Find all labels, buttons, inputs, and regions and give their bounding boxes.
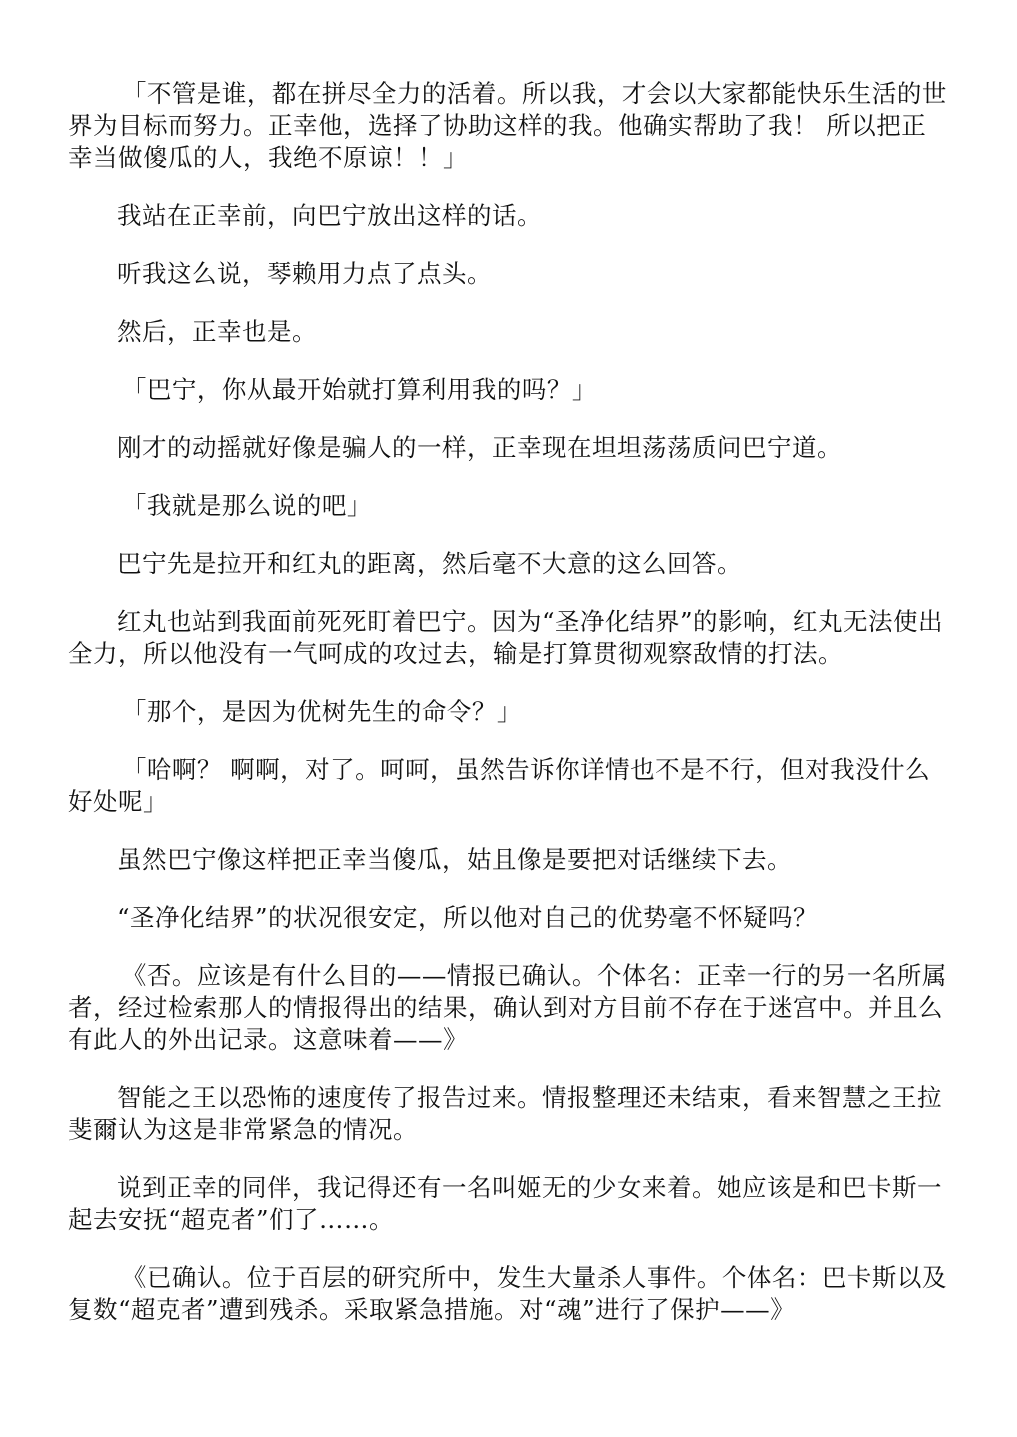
paragraph-narration: 我站在正幸前，向巴宁放出这样的话。	[117, 201, 542, 230]
paragraph-narration: 然后，正幸也是。	[117, 317, 317, 346]
paragraph-narration: 虽然巴宁像这样把正幸当傻瓜，姑且像是要把对话继续下去。	[117, 845, 792, 874]
paragraph-narration: 红丸也站到我面前死死盯着巴宁。因为“圣净化结界”的影响，红丸无法使出全力，所以他没有一气呵成的攻过去，输是打算贯彻观察敌情的打法。	[68, 607, 944, 668]
paragraph-narration: “圣净化结界”的状况很安定，所以他对自己的优势毫不怀疑吗？	[117, 903, 819, 932]
paragraph-dialogue: 「我就是那么说的吧」	[121, 491, 372, 520]
paragraph-narration: 巴宁先是拉开和红丸的距离，然后毫不大意的这么回答。	[117, 549, 742, 578]
paragraph-dialogue: 「哈啊？ 啊啊，对了。呵呵，虽然告诉你详情也不是不行，但对我没什么好处呢」	[68, 755, 931, 816]
paragraph-dialogue: 「那个，是因为优树先生的命令？」	[121, 697, 522, 726]
paragraph-narration: 听我这么说，琴赖用力点了点头。	[117, 259, 492, 288]
paragraph-narration: 刚才的动摇就好像是骗人的一样，正幸现在坦坦荡荡质问巴宁道。	[117, 433, 842, 462]
paragraph-dialogue: 「不管是谁，都在拼尽全力的活着。所以我，才会以大家都能快乐生活的世界为目标而努力。正幸他，选择了协助这样的我。他确实帮助了我！ 所以把正幸当做傻瓜的人，我绝不原谅！！」	[68, 79, 947, 172]
paragraph-narration: 智能之王以恐怖的速度传了报告过来。情报整理还未结束，看来智慧之王拉斐爾认为这是非常紧急的情况。	[68, 1083, 942, 1144]
paragraph-dialogue: 「巴宁，你从最开始就打算利用我的吗？」	[121, 375, 597, 404]
paragraph-system-message: 《已确认。位于百层的研究所中，发生大量杀人事件。个体名：巴卡斯以及复数“超克者”遭到残杀。采取紧急措施。对“魂”进行了保护——》	[68, 1263, 947, 1324]
paragraph-system-message: 《否。应该是有什么目的——情报已确认。个体名：正幸一行的另一名所属者，经过检索那人的情报得出的结果，确认到对方目前不存在于迷宫中。并且么有此人的外出记录。这意味着——》	[68, 961, 947, 1054]
document-page	[68, 78, 948, 1352]
paragraph-narration: 说到正幸的同伴，我记得还有一名叫姬无的少女来着。她应该是和巴卡斯一起去安抚“超克者”们了……。	[68, 1173, 942, 1234]
